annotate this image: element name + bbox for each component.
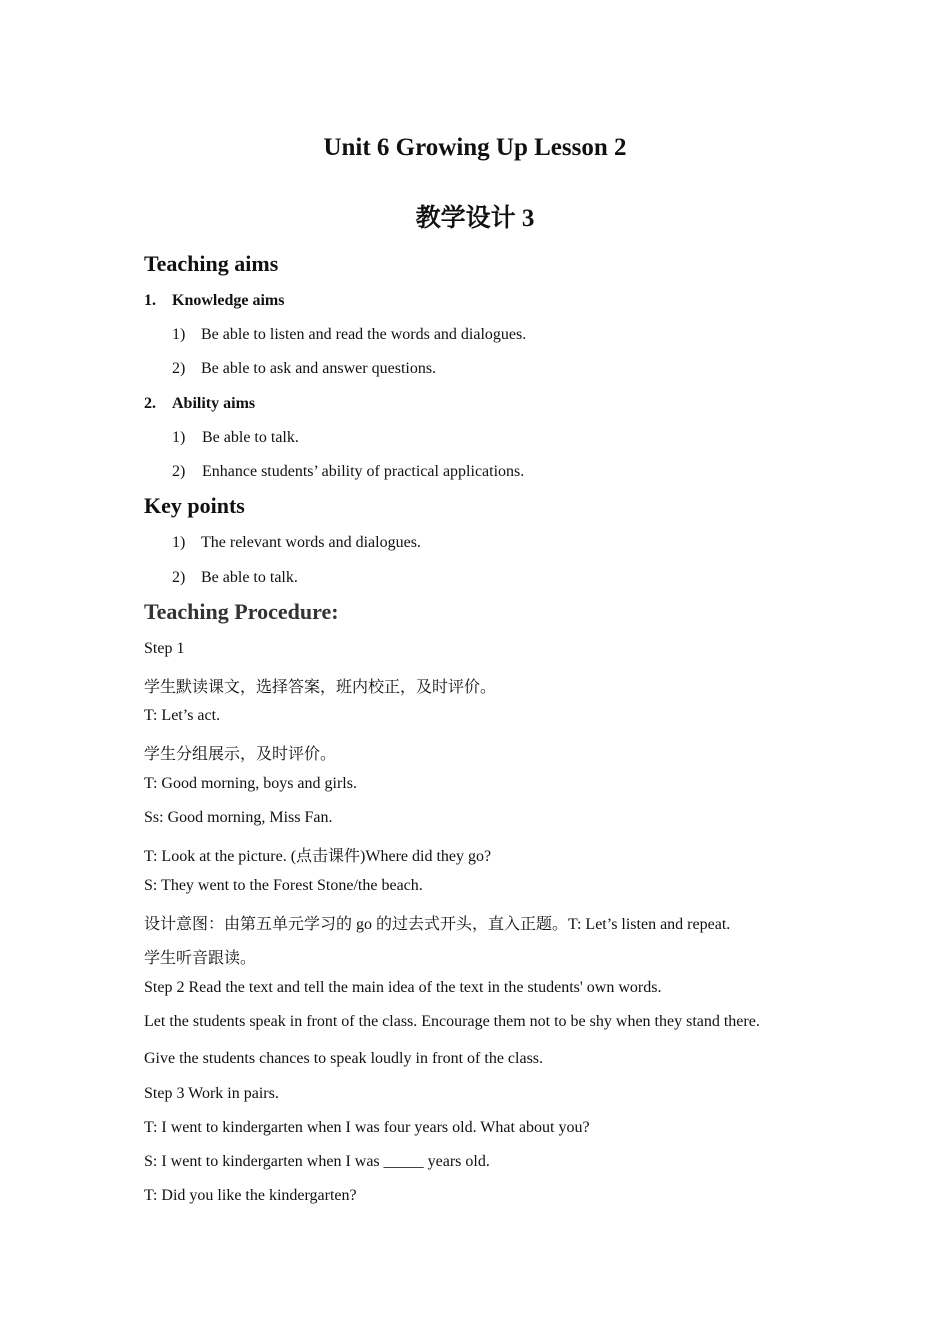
procedure-line: Step 2 Read the text and tell the main idea of the text in the students' own words. xyxy=(144,979,662,996)
ability-aims-number: 2. xyxy=(144,395,156,412)
list-item xyxy=(172,463,524,481)
list-item-text: Be able to ask and answer questions. xyxy=(201,360,437,377)
procedure-line: T: I went to kindergarten when I was four years old. What about you? xyxy=(144,1119,590,1136)
procedure-line: Give the students chances to speak loudly in front of the class. xyxy=(144,1050,544,1067)
procedure-line: T: Good morning, boys and girls. xyxy=(144,775,357,792)
procedure-heading: Teaching Procedure: xyxy=(144,599,339,624)
list-item-text: Be able to talk. xyxy=(202,429,299,446)
list-item-number: 1) xyxy=(172,326,186,343)
procedure-line: Let the students speak in front of the class. Encourage them not to be shy when they stand there. xyxy=(144,1013,760,1030)
list-item-text: Be able to listen and read the words and dialogues. xyxy=(201,326,527,343)
list-item-number: 2) xyxy=(172,463,186,480)
list-item xyxy=(172,360,436,378)
knowledge-aims-heading xyxy=(144,292,284,310)
procedure-line: 学生分组展示，及时评价。 xyxy=(144,746,337,763)
procedure-line: S: I went to kindergarten when I was _____ years old. xyxy=(144,1153,490,1170)
procedure-line: Step 1 xyxy=(144,640,185,657)
list-item-number: 2) xyxy=(172,569,186,586)
procedure-line: 学生默读课文，选择答案，班内校正，及时评价。 xyxy=(144,679,497,696)
list-item-text: Enhance students’ ability of practical applications. xyxy=(202,463,525,480)
list-item xyxy=(172,429,299,447)
procedure-line: Ss: Good morning, Miss Fan. xyxy=(144,809,333,826)
list-item-number: 1) xyxy=(172,534,186,551)
procedure-line: Step 3 Work in pairs. xyxy=(144,1085,279,1102)
procedure-line: T: Did you like the kindergarten? xyxy=(144,1187,357,1204)
document-title: Unit 6 Growing Up Lesson 2 xyxy=(323,134,627,161)
list-item-number: 2) xyxy=(172,360,186,377)
list-item-text: Be able to talk. xyxy=(201,569,298,586)
ability-aims-heading xyxy=(144,395,255,413)
procedure-line: T: Look at the picture. (点击课件)Where did they go? xyxy=(144,848,492,865)
list-item xyxy=(172,534,421,552)
procedure-line: T: Let’s act. xyxy=(144,707,221,724)
list-item xyxy=(172,569,298,587)
teaching-aims-heading: Teaching aims xyxy=(144,251,279,276)
list-item-text: The relevant words and dialogues. xyxy=(201,534,421,551)
procedure-line: S: They went to the Forest Stone/the beach. xyxy=(144,877,423,894)
procedure-line: 学生听音跟读。 xyxy=(144,950,257,967)
list-item-number: 1) xyxy=(172,429,186,446)
procedure-line: 设计意图：由第五单元学习的 go 的过去式开头，直入正题。T: Let’s listen and repeat. xyxy=(144,916,731,933)
document-subtitle: 教学设计 3 xyxy=(415,205,535,232)
knowledge-aims-title: Knowledge aims xyxy=(172,292,285,309)
ability-aims-title: Ability aims xyxy=(172,395,256,412)
knowledge-aims-number: 1. xyxy=(144,292,156,309)
key-points-heading: Key points xyxy=(144,493,245,518)
list-item xyxy=(172,326,526,344)
